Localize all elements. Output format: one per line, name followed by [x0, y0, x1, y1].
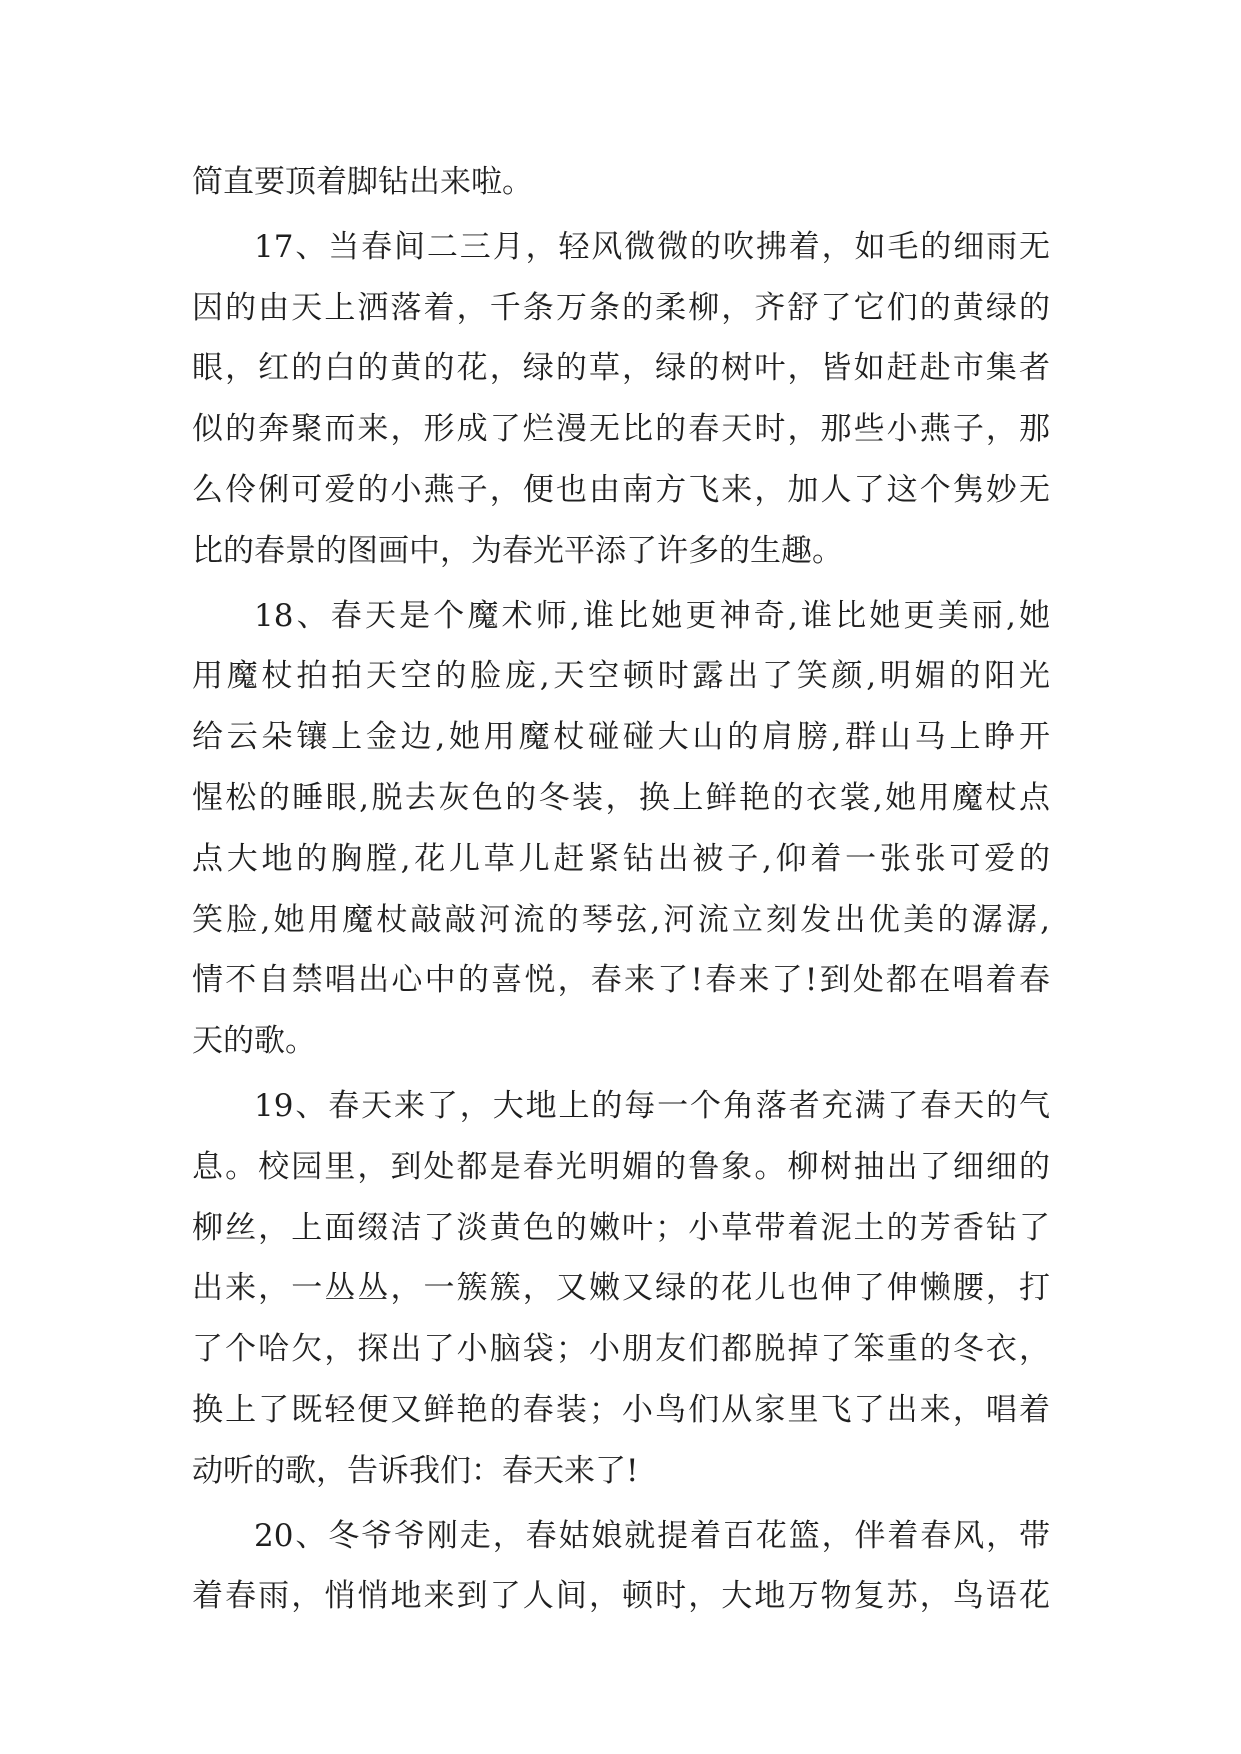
text-line: 换上了既轻便又鲜艳的春装；小鸟们从家里飞了出来，唱着 [192, 1391, 1050, 1428]
text-line: 着春雨，悄悄地来到了人间，顿时，大地万物复苏，鸟语花 [192, 1578, 1050, 1615]
paragraph-17-first-line: 17、当春间二三月，轻风微微的吹拂着，如毛的细雨无 [254, 228, 1050, 265]
paragraph-19-first-line: 19、春天来了，大地上的每一个角落者充满了春天的气 [254, 1087, 1050, 1124]
text-line: 比的春景的图画中，为春光平添了许多的生趣。 [192, 532, 843, 569]
text-line: 息。校园里，到处都是春光明媚的鲁象。柳树抽出了细细的 [192, 1148, 1050, 1185]
text-line: 似的奔聚而来，形成了烂漫无比的春天时，那些小燕子，那 [192, 411, 1050, 448]
text-line: 简直要顶着脚钻出来啦。 [192, 164, 533, 200]
text-line: 眼，红的白的黄的花，绿的草，绿的树叶，皆如赶赴市集者 [192, 350, 1050, 387]
text-line: 因的由天上洒落着，千条万条的柔柳，齐舒了它们的黄绿的 [192, 289, 1050, 326]
text-line: 天的歌。 [192, 1023, 316, 1060]
text-line: 么伶俐可爱的小燕子，便也由南方飞来，加人了这个隽妙无 [192, 471, 1050, 508]
text-line: 动听的歌，告诉我们：春天来了! [192, 1452, 639, 1489]
text-line: 情不自禁唱出心中的喜悦，春来了!春来了!到处都在唱着春 [192, 962, 1050, 999]
document-body [192, 152, 1050, 1627]
text-line: 惺松的睡眼,脱去灰色的冬装，换上鲜艳的衣裳,她用魔杖点 [192, 779, 1050, 816]
text-line: 点大地的胸膛,花儿草儿赶紧钻出被子,仰着一张张可爱的 [192, 840, 1050, 877]
text-line: 给云朵镶上金边,她用魔杖碰碰大山的肩膀,群山马上睁开 [192, 719, 1050, 756]
text-line: 了个哈欠，探出了小脑袋；小朋友们都脱掉了笨重的冬衣， [192, 1331, 1050, 1368]
text-line: 笑脸,她用魔杖敲敲河流的琴弦,河流立刻发出优美的潺潺, [192, 901, 1050, 938]
text-line: 出来，一丛丛，一簇簇，又嫩又绿的花儿也伸了伸懒腰，打 [192, 1270, 1050, 1307]
text-line: 柳丝，上面缀洁了淡黄色的嫩叶；小草带着泥土的芳香钻了 [192, 1209, 1050, 1246]
paragraph-20-first-line: 20、冬爷爷刚走，春姑娘就提着百花篮，伴着春风，带 [254, 1517, 1050, 1554]
paragraph-18-first-line: 18、春天是个魔术师,谁比她更神奇,谁比她更美丽,她 [254, 597, 1050, 634]
text-line: 用魔杖拍拍天空的脸庞,天空顿时露出了笑颜,明媚的阳光 [192, 658, 1050, 695]
